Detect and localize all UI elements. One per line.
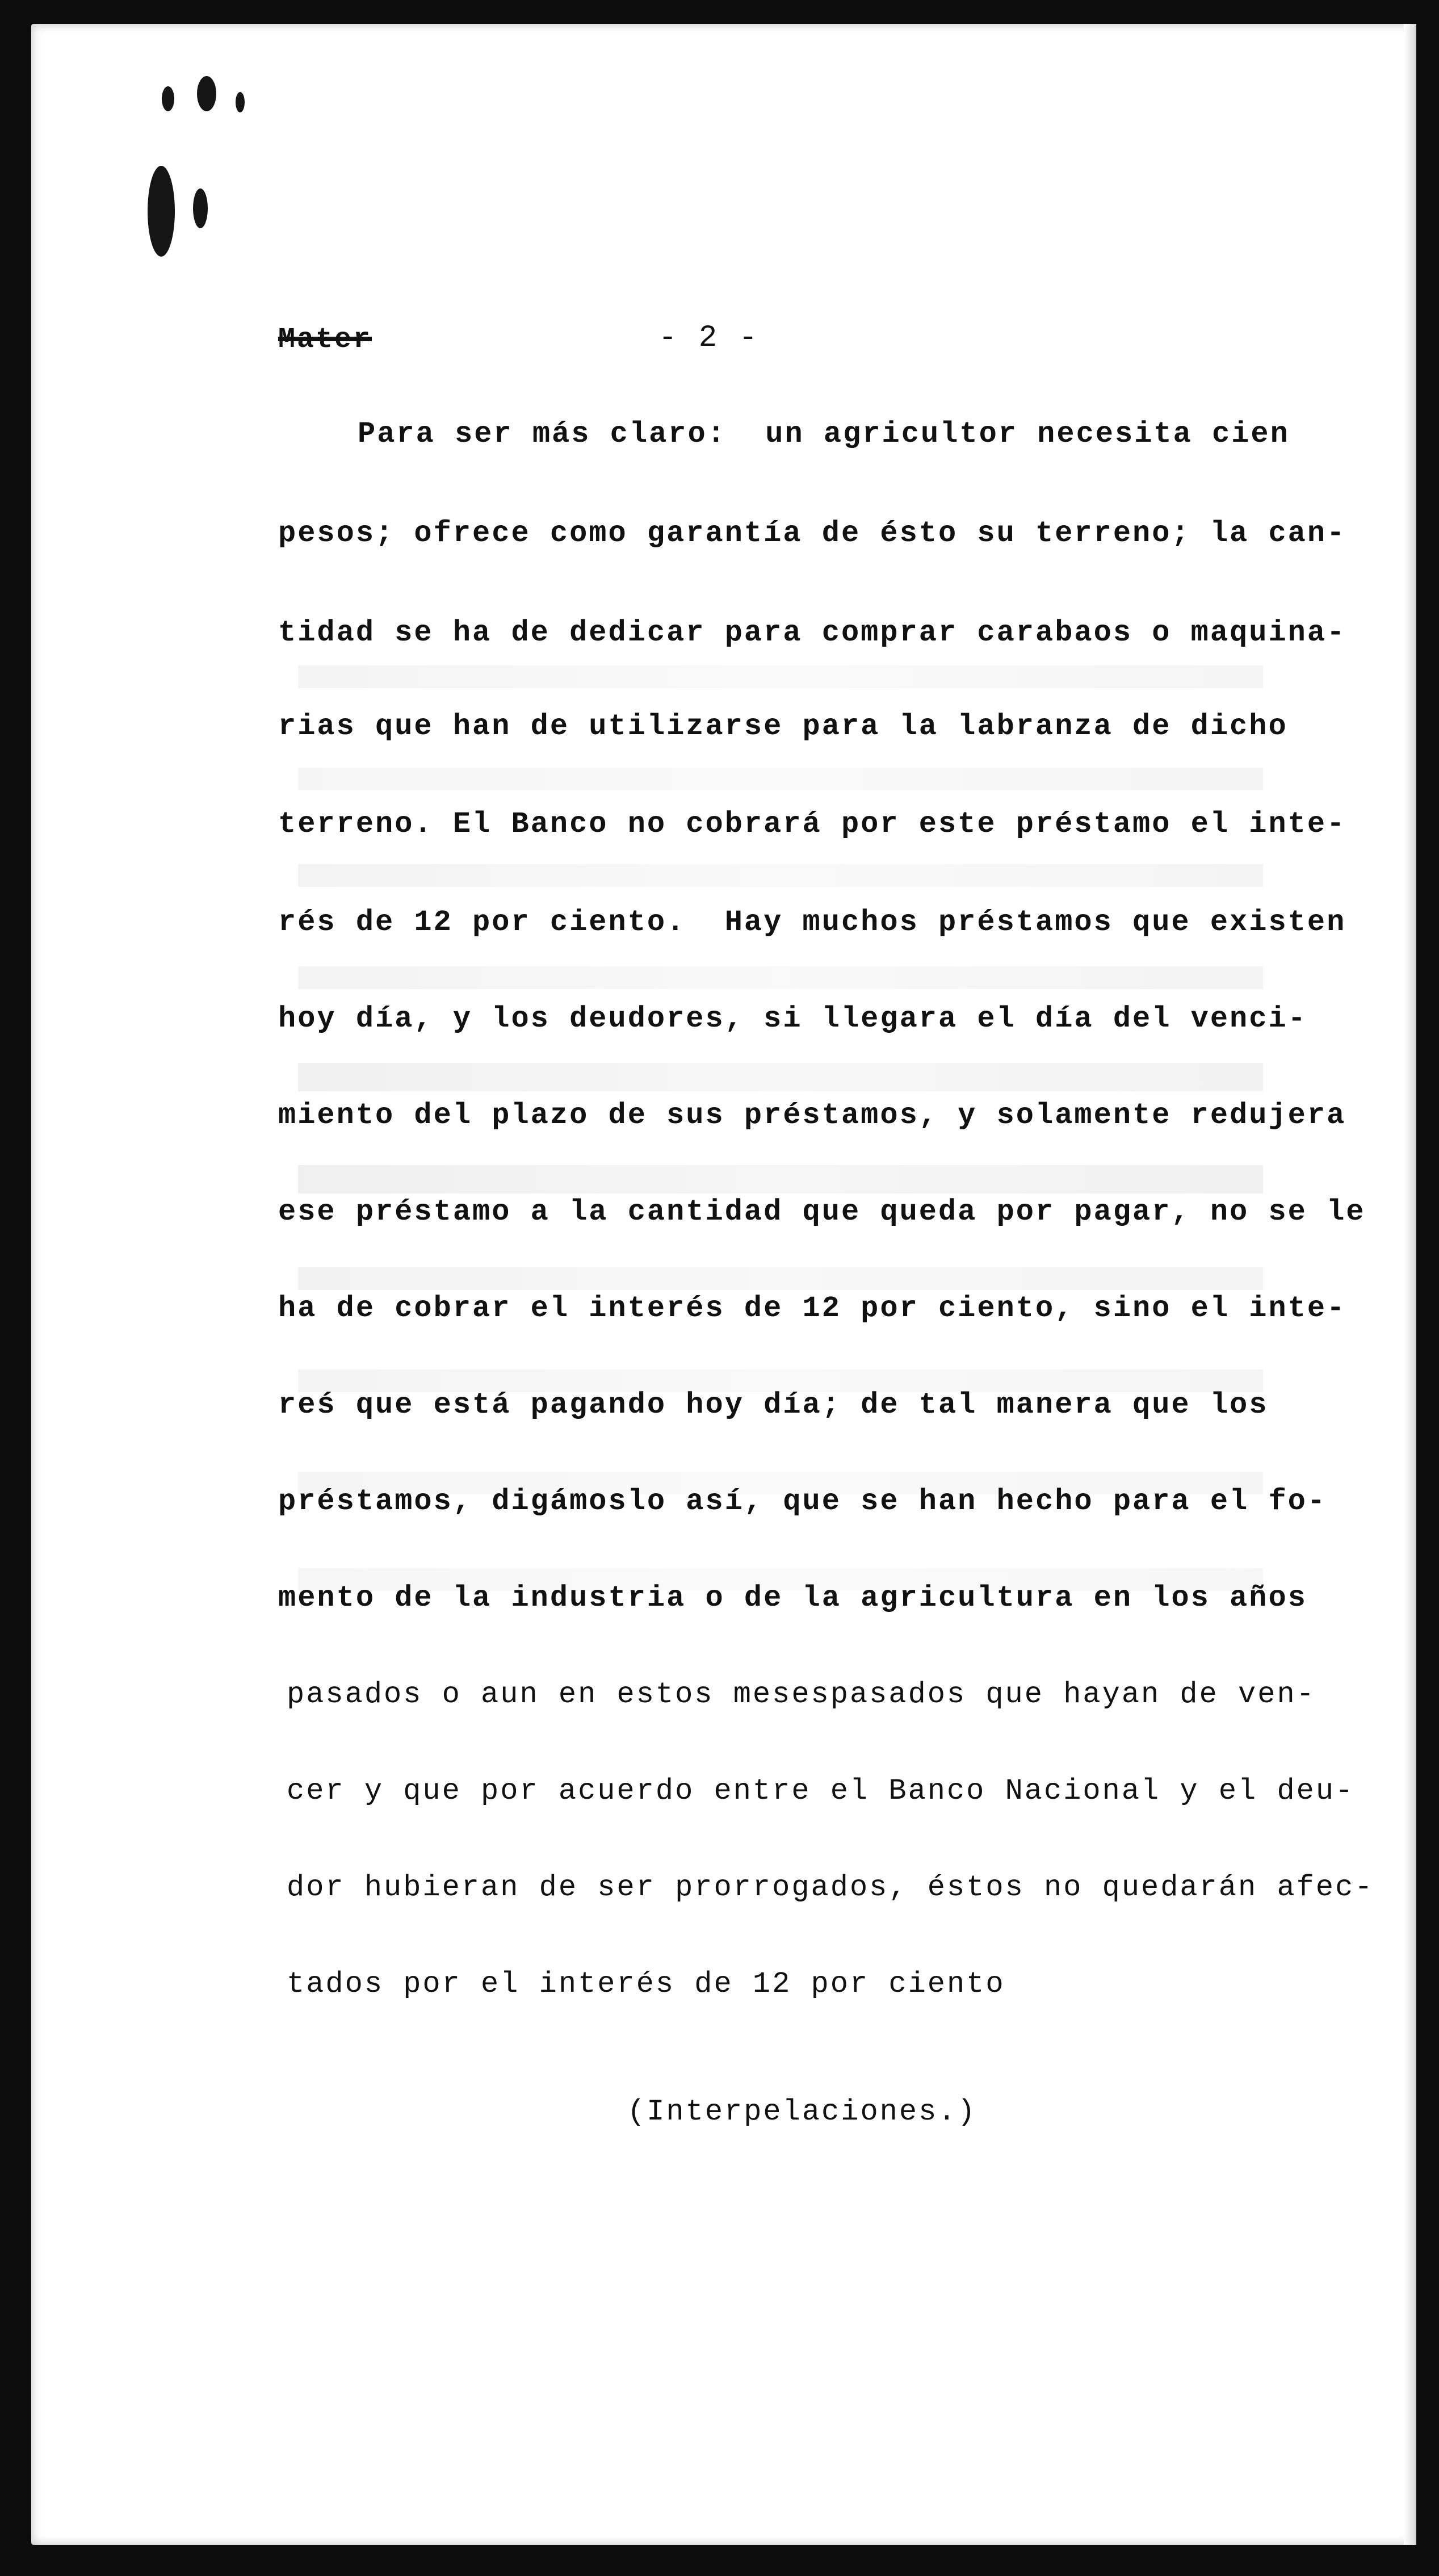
text-line: rés de 12 por ciento. Hay muchos préstamos que existen bbox=[278, 906, 1346, 939]
bleed-through-band bbox=[298, 665, 1263, 688]
closing-note: (Interpelaciones.) bbox=[627, 2095, 977, 2129]
speaker-name: Mater bbox=[278, 324, 372, 356]
text-line: pasados o aun en estos mesespasados que hayan de ven- bbox=[287, 1678, 1316, 1711]
ink-blot bbox=[193, 189, 208, 228]
text-line: miento del plazo de sus préstamos, y solamente redujera bbox=[278, 1099, 1346, 1132]
bleed-through-band bbox=[298, 1267, 1263, 1290]
text-line: tados por el interés de 12 por ciento bbox=[287, 1967, 1005, 2001]
paper-edge bbox=[1404, 24, 1416, 2545]
ink-blot bbox=[236, 92, 245, 112]
scan-border bbox=[0, 2545, 1439, 2576]
text-line: préstamos, digámoslo así, que se han hecho para el fo- bbox=[278, 1485, 1327, 1518]
bleed-through-band bbox=[298, 1063, 1263, 1091]
text-line: Para ser más claro: un agricultor necesita cien bbox=[358, 417, 1290, 451]
bleed-through-band bbox=[298, 966, 1263, 989]
text-line: tidad se ha de dedicar para comprar carabaos o maquina- bbox=[278, 616, 1346, 650]
text-line: pesos; ofrece como garantía de ésto su terreno; la can- bbox=[278, 517, 1346, 550]
text-line: ha de cobrar el interés de 12 por ciento, sino el inte- bbox=[278, 1292, 1346, 1325]
ink-blot bbox=[162, 86, 174, 111]
text-line: hoy día, y los deudores, si llegara el día del venci- bbox=[278, 1002, 1307, 1036]
bleed-through-band bbox=[298, 864, 1263, 887]
bleed-through-band bbox=[298, 768, 1263, 790]
paper-sheet bbox=[31, 24, 1416, 2545]
ink-blot bbox=[148, 166, 175, 257]
text-line: terreno. El Banco no cobrará por este préstamo el inte- bbox=[278, 807, 1346, 841]
text-line: mento de la industria o de la agricultura en los años bbox=[278, 1581, 1307, 1615]
page-number: - 2 - bbox=[658, 321, 760, 355]
text-line: ese préstamo a la cantidad que queda por pagar, no se le bbox=[278, 1195, 1366, 1229]
text-line: cer y que por acuerdo entre el Banco Nacional y el deu- bbox=[287, 1774, 1355, 1808]
text-line: dor hubieran de ser prorrogados, éstos no quedarán afec- bbox=[287, 1871, 1374, 1904]
text-line: rias que han de utilizarse para la labranza de dicho bbox=[278, 710, 1288, 743]
bleed-through-band bbox=[298, 1165, 1263, 1193]
text-line: reś que está pagando hoy día; de tal manera que los bbox=[278, 1388, 1269, 1422]
ink-blot bbox=[197, 76, 216, 111]
